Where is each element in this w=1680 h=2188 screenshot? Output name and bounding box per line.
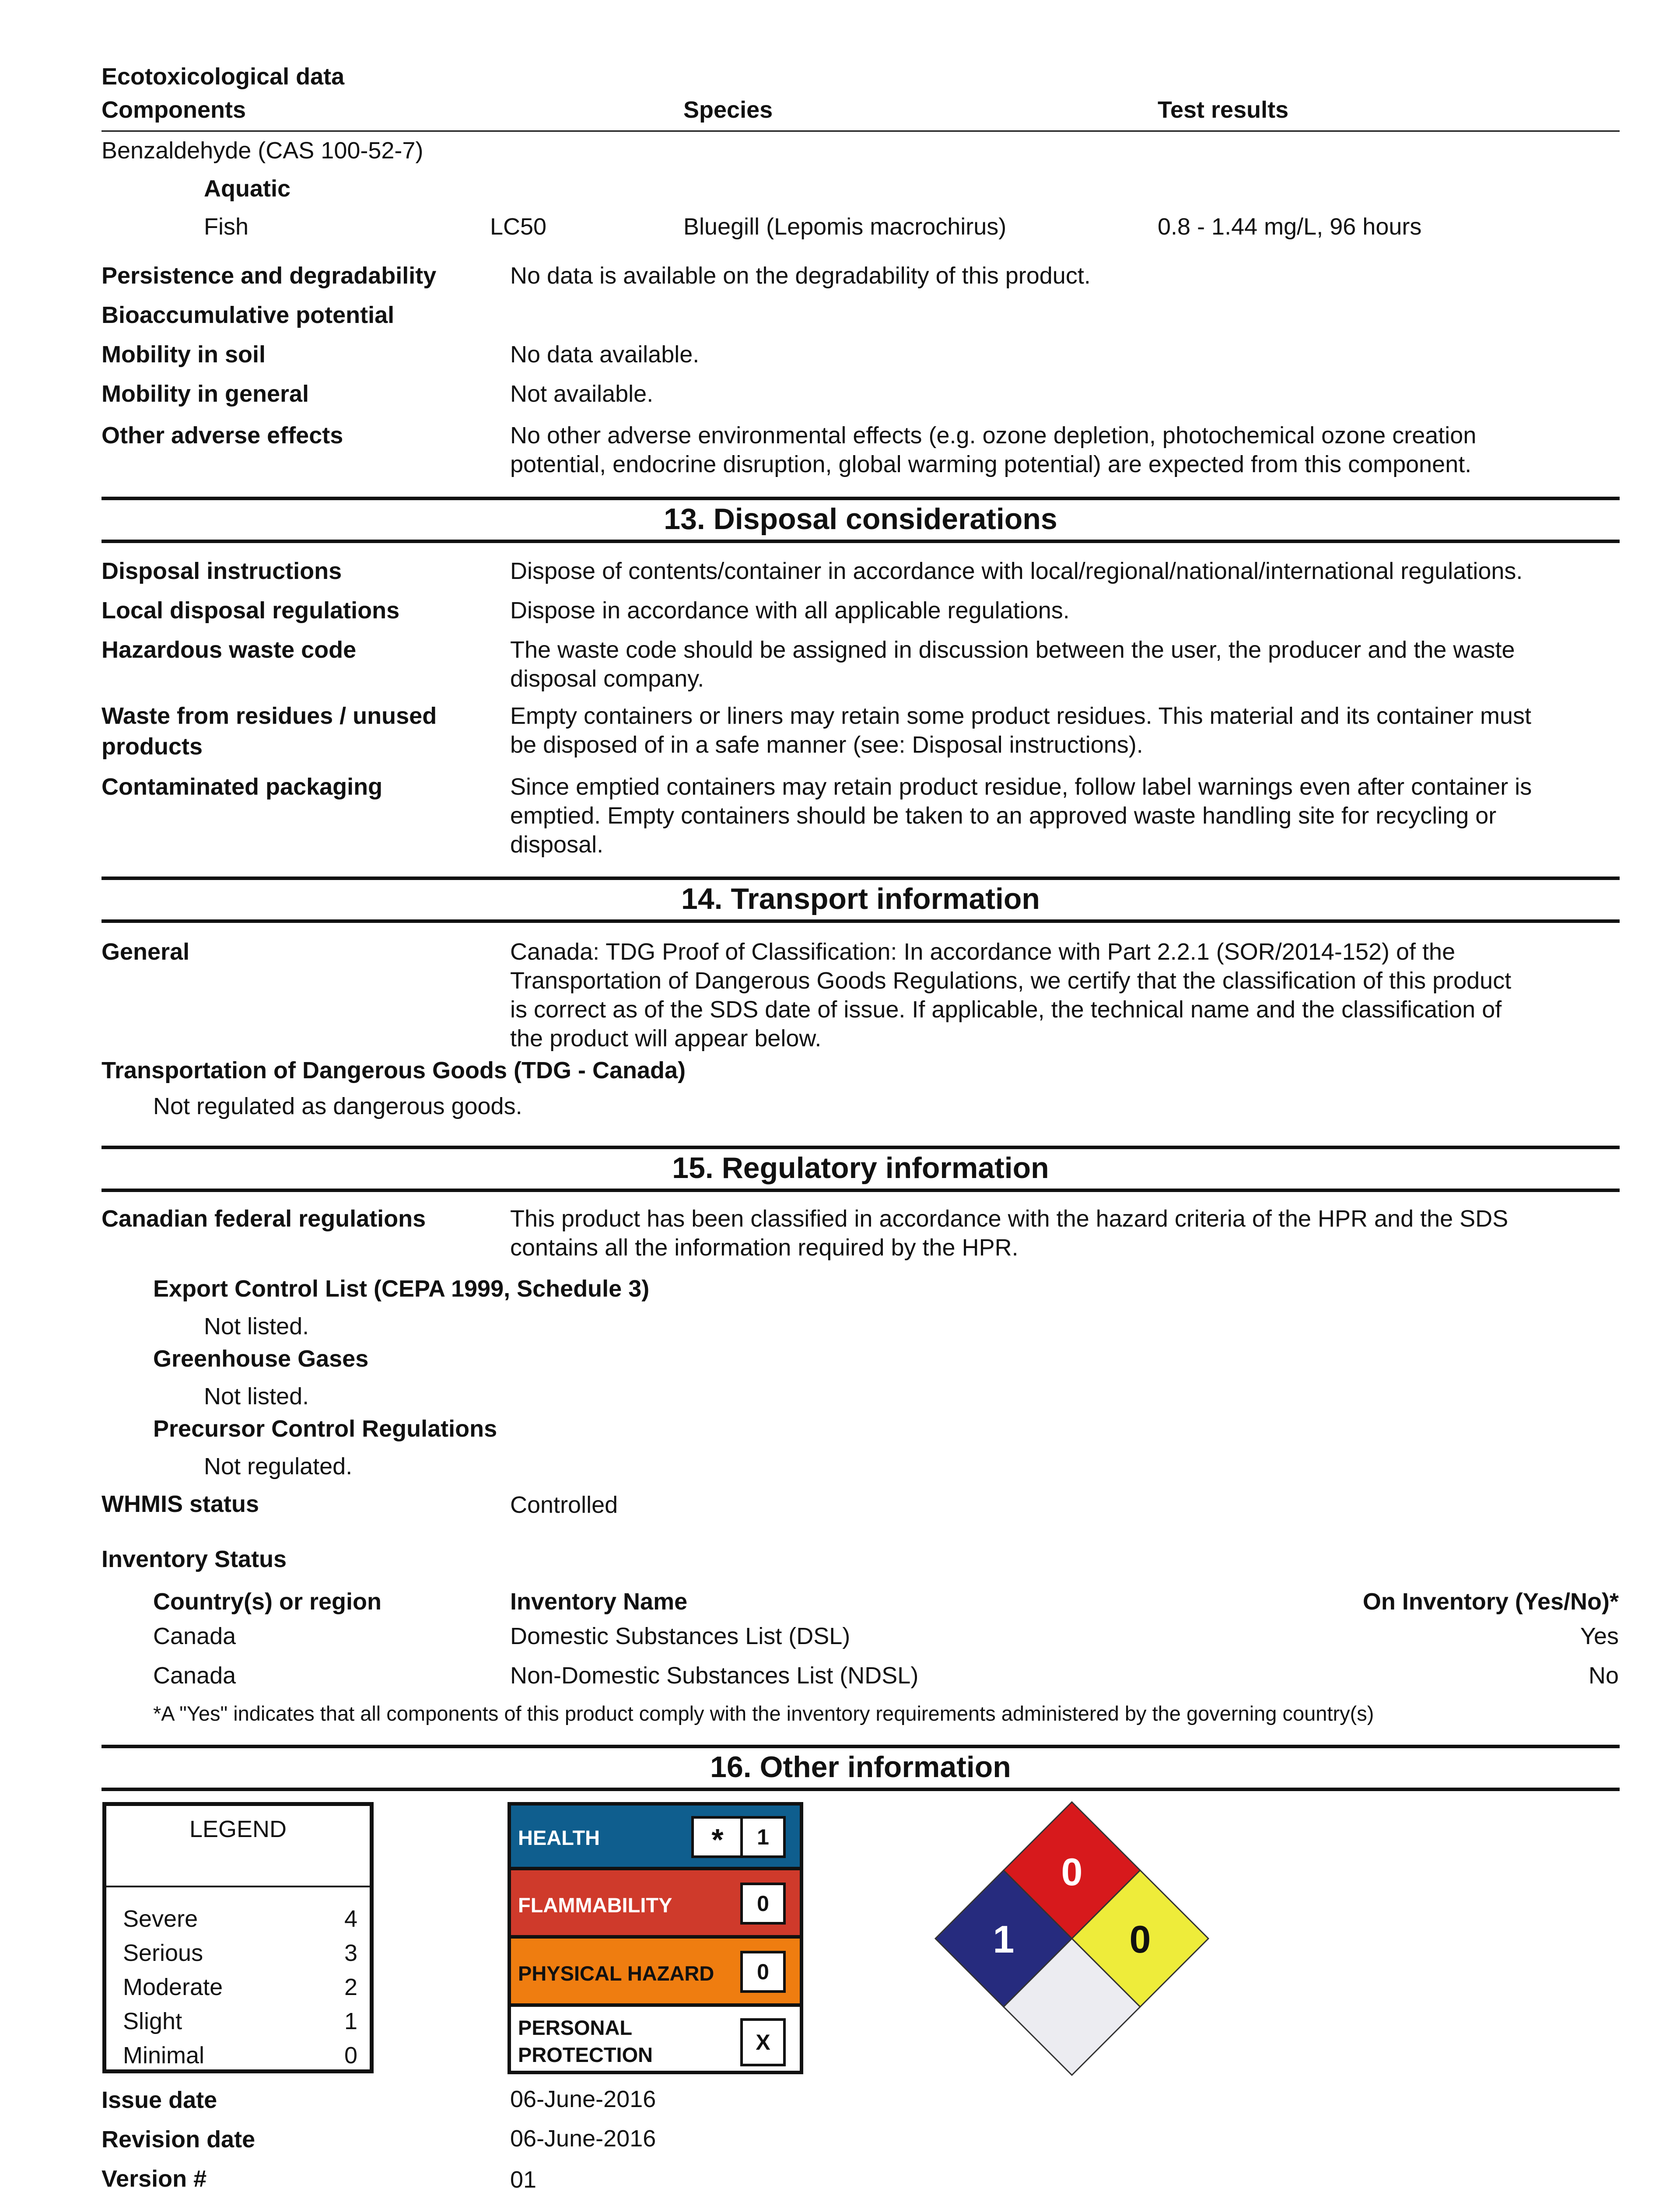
- s14-bottom-rule: [102, 919, 1620, 923]
- contaminated-packaging-line-1: Since emptied containers may retain product residue, follow label warnings even after container is: [510, 774, 1532, 800]
- eco-header-rule: [102, 130, 1620, 132]
- hmis-physical-row: [511, 1939, 800, 2007]
- tdg-value: Not regulated as dangerous goods.: [153, 1093, 522, 1119]
- eco-row-type: Fish: [204, 214, 249, 240]
- inventory-col-on: On Inventory (Yes/No)*: [1362, 1588, 1619, 1615]
- inventory-col-name: Inventory Name: [510, 1588, 688, 1615]
- other-effects-line-1: No other adverse environmental effects (e.g. ozone depletion, photochemical ozone creation: [510, 422, 1477, 449]
- hazardous-waste-code-line-1: The waste code should be assigned in discussion between the user, the producer and the waste: [510, 637, 1515, 663]
- inventory-row-1-country: Canada: [153, 1623, 236, 1649]
- eco-heading: Ecotoxicological data: [102, 63, 345, 90]
- hmis-health-value: 1: [740, 1816, 786, 1858]
- hmis-flammability-value: 0: [740, 1883, 786, 1925]
- legend-divider: [106, 1886, 370, 1887]
- hmis-ppe-row: [511, 2007, 800, 2071]
- version-value: 01: [510, 2167, 537, 2188]
- hmis-health-label: HEALTH: [518, 1826, 600, 1849]
- issue-date-label: Issue date: [102, 2087, 217, 2113]
- hazard-legend: [102, 1802, 374, 2073]
- tdg-label: Transportation of Dangerous Goods (TDG - Canada): [102, 1057, 686, 1083]
- hazardous-waste-code-line-2: disposal company.: [510, 666, 704, 692]
- persistence-label: Persistence and degradability: [102, 263, 437, 289]
- hmis-chronic-marker: *: [691, 1816, 744, 1858]
- s13-bottom-rule: [102, 540, 1620, 543]
- s15-title: 15. Regulatory information: [672, 1151, 1049, 1185]
- hmis-physical-value: 0: [740, 1951, 786, 1993]
- s15-bottom-rule: [102, 1189, 1620, 1192]
- s16-title: 16. Other information: [710, 1750, 1011, 1784]
- legend-value-moderate: 2: [344, 1974, 357, 2000]
- general-line-2: Transportation of Dangerous Goods Regulations, we certify that the classification of this product: [510, 968, 1512, 994]
- revision-date-label: Revision date: [102, 2126, 256, 2153]
- version-label: Version #: [102, 2166, 207, 2188]
- inventory-row-2-name: Non-Domestic Substances List (NDSL): [510, 1662, 919, 1689]
- hmis-flammability-label: FLAMMABILITY: [518, 1893, 672, 1917]
- s13-top-rule: [102, 497, 1620, 500]
- greenhouse-gases-label: Greenhouse Gases: [153, 1346, 369, 1372]
- nfpa-diamond: [932, 1799, 1212, 2079]
- mobility-soil-value: No data available.: [510, 341, 700, 368]
- eco-row-result: 0.8 - 1.44 mg/L, 96 hours: [1158, 214, 1422, 240]
- export-control-label: Export Control List (CEPA 1999, Schedule 3): [153, 1276, 650, 1302]
- general-label: General: [102, 939, 190, 965]
- s13-title: 13. Disposal considerations: [664, 502, 1057, 536]
- legend-title: LEGEND: [189, 1816, 287, 1842]
- col-components-header: Components: [102, 97, 246, 123]
- greenhouse-gases-value: Not listed.: [204, 1383, 309, 1410]
- hmis-health-row: [511, 1806, 800, 1870]
- hmis-ppe-label-line-2: PROTECTION: [518, 2043, 653, 2066]
- residues-line-1: Empty containers or liners may retain some product residues. This material and its container must: [510, 703, 1531, 729]
- nfpa-health-value: 1: [993, 1918, 1015, 1961]
- nfpa-flammability-value: 0: [1061, 1850, 1083, 1893]
- inventory-row-2-on: No: [1588, 1662, 1619, 1689]
- general-line-4: the product will appear below.: [510, 1025, 822, 1052]
- hmis-flammability-row: [511, 1870, 800, 1939]
- general-line-3: is correct as of the SDS date of issue. If applicable, the technical name and the classification of: [510, 996, 1502, 1023]
- s14-title: 14. Transport information: [681, 882, 1040, 915]
- local-disposal-label: Local disposal regulations: [102, 597, 400, 624]
- eco-row-species: Bluegill (Lepomis macrochirus): [683, 214, 1007, 240]
- nfpa-instability-value: 0: [1129, 1918, 1151, 1961]
- contaminated-packaging-label: Contaminated packaging: [102, 774, 383, 800]
- precursor-control-value: Not regulated.: [204, 1453, 353, 1480]
- legend-value-slight: 1: [344, 2008, 357, 2034]
- contaminated-packaging-line-2: emptied. Empty containers should be taken to an approved waste handling site for recycling or: [510, 803, 1497, 829]
- federal-regulations-label: Canadian federal regulations: [102, 1206, 426, 1232]
- bioaccum-label: Bioaccumulative potential: [102, 302, 395, 328]
- inventory-status-label: Inventory Status: [102, 1546, 287, 1572]
- component-name: Benzaldehyde (CAS 100-52-7): [102, 137, 424, 164]
- inventory-row-1-name: Domestic Substances List (DSL): [510, 1623, 850, 1649]
- legend-value-minimal: 0: [344, 2042, 357, 2069]
- legend-label-moderate: Moderate: [123, 1974, 223, 2000]
- precursor-control-label: Precursor Control Regulations: [153, 1416, 497, 1442]
- hmis-physical-label: PHYSICAL HAZARD: [518, 1962, 714, 1985]
- col-results-header: Test results: [1158, 97, 1289, 123]
- federal-regulations-line-2: contains all the information required by the HPR.: [510, 1234, 1018, 1261]
- general-line-1: Canada: TDG Proof of Classification: In accordance with Part 2.2.1 (SOR/2014-152) of the: [510, 939, 1456, 965]
- federal-regulations-line-1: This product has been classified in accordance with the hazard criteria of the HPR and the SDS: [510, 1206, 1508, 1232]
- hmis-label: [508, 1802, 803, 2074]
- hmis-ppe-label-line-1: PERSONAL: [518, 2016, 633, 2039]
- persistence-value: No data is available on the degradability of this product.: [510, 263, 1091, 289]
- s16-bottom-rule: [102, 1788, 1620, 1791]
- legend-label-minimal: Minimal: [123, 2042, 205, 2069]
- mobility-general-value: Not available.: [510, 381, 654, 407]
- inventory-row-2-country: Canada: [153, 1662, 236, 1689]
- mobility-soil-label: Mobility in soil: [102, 341, 266, 368]
- disposal-instructions-value: Dispose of contents/container in accordance with local/regional/national/international regulations.: [510, 558, 1523, 584]
- whmis-status-value: Controlled: [510, 1492, 618, 1518]
- contaminated-packaging-line-3: disposal.: [510, 831, 604, 858]
- legend-value-severe: 4: [344, 1906, 357, 1932]
- hazardous-waste-code-label: Hazardous waste code: [102, 637, 357, 663]
- other-effects-label: Other adverse effects: [102, 422, 343, 449]
- issue-date-value: 06-June-2016: [510, 2086, 656, 2112]
- legend-label-serious: Serious: [123, 1940, 203, 1966]
- legend-label-severe: Severe: [123, 1906, 198, 1932]
- mobility-general-label: Mobility in general: [102, 381, 309, 407]
- local-disposal-value: Dispose in accordance with all applicable regulations.: [510, 597, 1070, 624]
- s14-top-rule: [102, 877, 1620, 880]
- other-effects-line-2: potential, endocrine disruption, global warming potential) are expected from this component.: [510, 451, 1472, 477]
- legend-value-serious: 3: [344, 1940, 357, 1966]
- s15-top-rule: [102, 1146, 1620, 1149]
- residues-line-2: be disposed of in a safe manner (see: Disposal instructions).: [510, 732, 1143, 758]
- revision-date-value: 06-June-2016: [510, 2125, 656, 2152]
- residues-label-line-1: Waste from residues / unused: [102, 703, 437, 729]
- legend-label-slight: Slight: [123, 2008, 182, 2034]
- eco-row-test: LC50: [490, 214, 547, 240]
- inventory-col-country: Country(s) or region: [153, 1588, 382, 1615]
- s16-top-rule: [102, 1745, 1620, 1748]
- residues-label-line-2: products: [102, 733, 203, 760]
- inventory-row-1-on: Yes: [1580, 1623, 1619, 1649]
- whmis-status-label: WHMIS status: [102, 1491, 259, 1517]
- hmis-ppe-value: X: [740, 2018, 786, 2066]
- disposal-instructions-label: Disposal instructions: [102, 558, 342, 584]
- export-control-value: Not listed.: [204, 1313, 309, 1339]
- col-species-header: Species: [683, 97, 773, 123]
- aquatic-label: Aquatic: [204, 175, 291, 202]
- inventory-note: *A "Yes" indicates that all components of this product comply with the inventory requirements administered by the governing country(s): [153, 1702, 1374, 1725]
